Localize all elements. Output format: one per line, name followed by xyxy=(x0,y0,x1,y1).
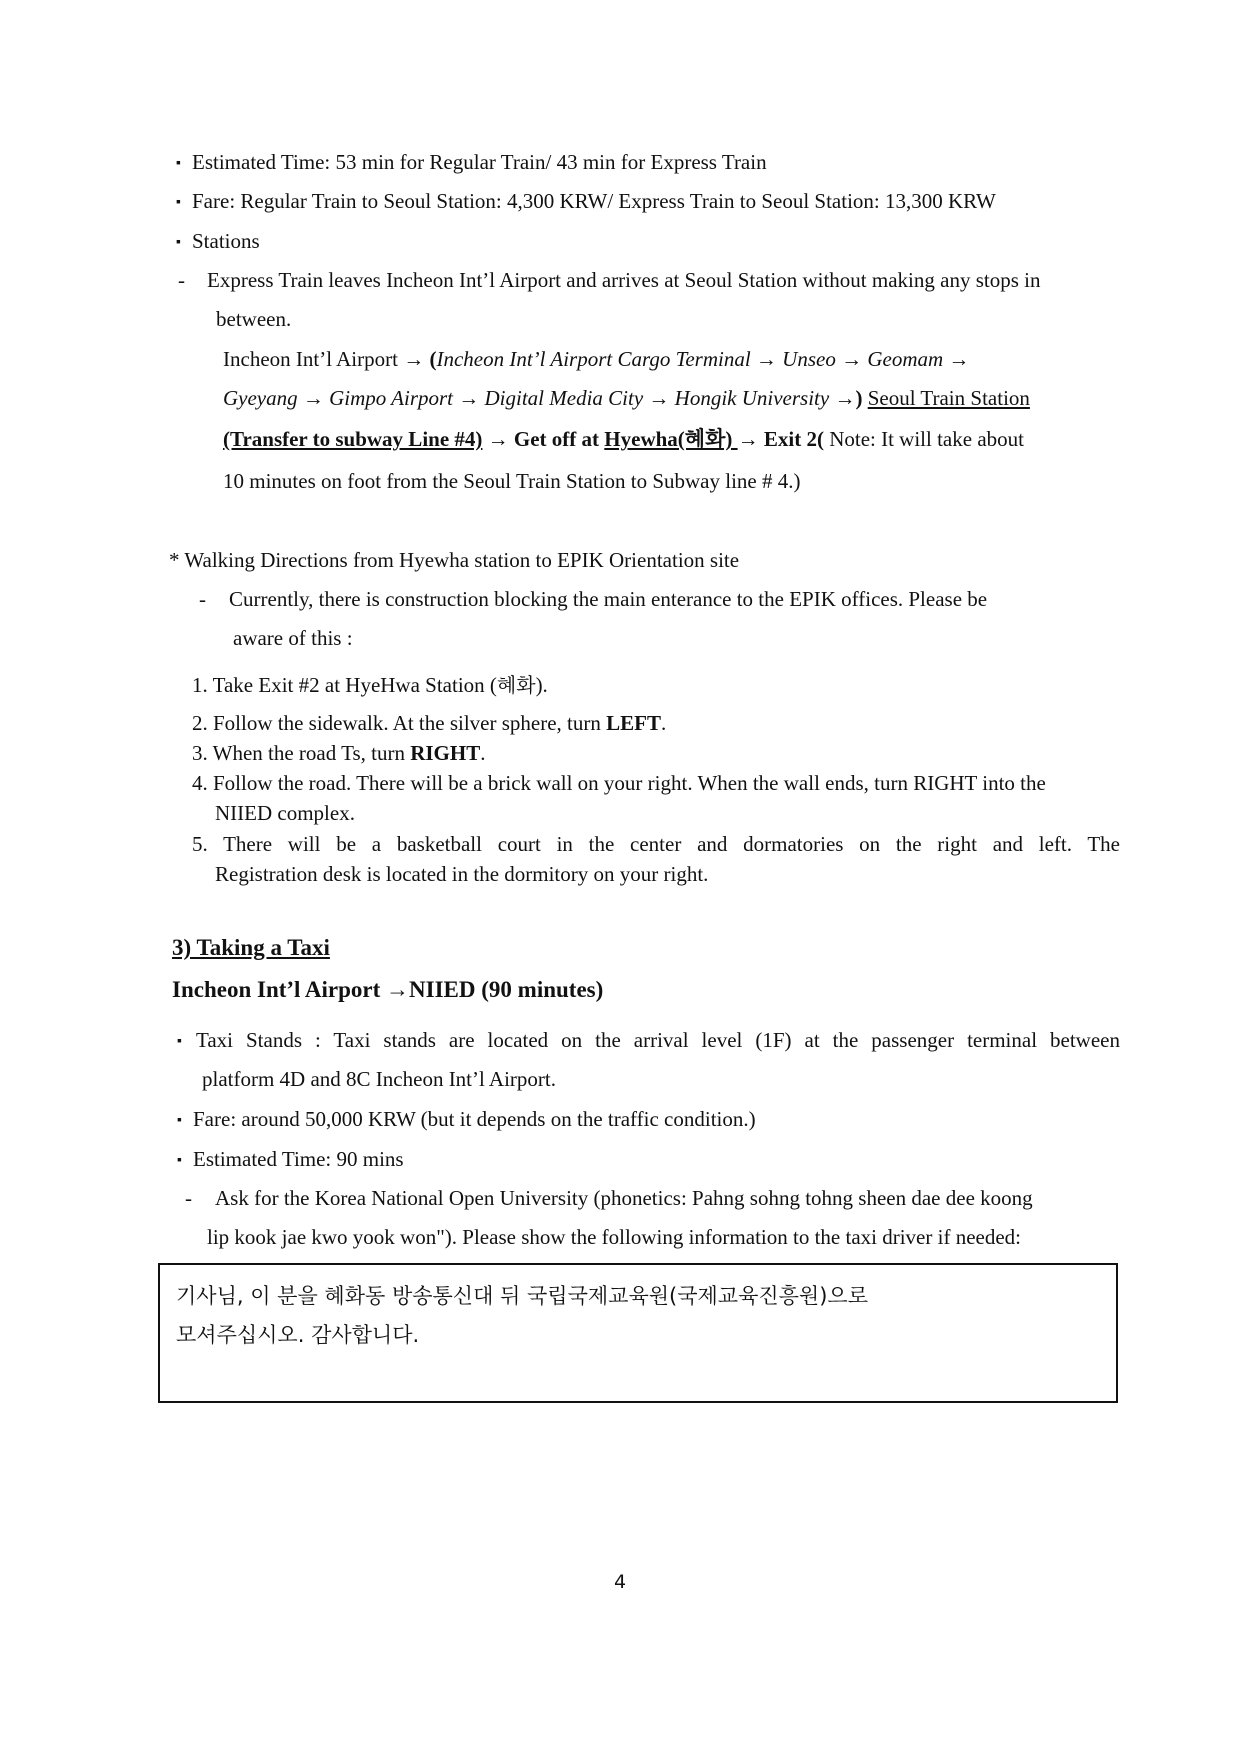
walking-dash: - xyxy=(199,587,206,611)
exit-text: → Exit 2( xyxy=(737,427,824,451)
taxi-time: Estimated Time: 90 mins xyxy=(193,1147,404,1171)
route-stops-1: Incheon Int’l Airport Cargo Terminal → Unseo → Geomam → xyxy=(436,347,970,371)
route-stops-2: Gyeyang → Gimpo Airport → Digital Media City → Hongik University → xyxy=(223,386,856,410)
walking-notice-2: aware of this : xyxy=(233,626,353,650)
walking-heading: * Walking Directions from Hyewha station to EPIK Orientation site xyxy=(169,548,740,572)
taxi-ask-line-2: lip kook jae kwo yook won"). Please show the following information to the taxi driver if needed: xyxy=(207,1225,1021,1249)
bullet-icon: ▪ xyxy=(177,1113,182,1128)
taxi-stands-line-2: platform 4D and 8C Incheon Int’l Airport. xyxy=(202,1067,557,1091)
step-1-pre: 1. Take Exit #2 at HyeHwa Station ( xyxy=(192,673,497,697)
step-3 xyxy=(192,743,485,764)
walking-notice-1: Currently, there is construction blocking the main enterance to the EPIK offices. Please be xyxy=(229,587,988,611)
korean-box-line-1: 기사님, 이 분을 혜화동 방송통신대 뒤 국립국제교육원(국제교육진흥원)으로 xyxy=(176,1284,868,1308)
express-line-1: Express Train leaves Incheon Int’l Airport and arrives at Seoul Station without making any stops in xyxy=(207,268,1041,292)
route-line-2 xyxy=(223,388,1030,409)
route-start: Incheon Int’l Airport → xyxy=(223,347,430,371)
seoul-station: Seoul Train Station xyxy=(867,386,1030,410)
step-2 xyxy=(192,713,666,734)
note-text-2: 10 minutes on foot from the Seoul Train Station to Subway line # 4.) xyxy=(223,469,801,493)
step-3-post: . xyxy=(480,741,486,765)
bullet-icon: ▪ xyxy=(176,195,181,210)
bullet-icon: ▪ xyxy=(177,1034,182,1049)
step-3-pre: 3. When the road Ts, turn xyxy=(192,741,411,765)
route-close-paren: ) xyxy=(855,386,863,410)
taxi-ask-line-1: Ask for the Korea National Open University (phonetics: Pahng sohng tohng sheen dae dee koong xyxy=(215,1186,1033,1210)
step-2-post: . xyxy=(660,711,667,735)
train-time: Estimated Time: 53 min for Regular Train/ 43 min for Express Train xyxy=(192,150,767,174)
stations-label: Stations xyxy=(192,229,260,253)
transfer-text: (Transfer to subway Line #4) xyxy=(223,427,483,451)
step-1 xyxy=(192,675,548,696)
bullet-icon: ▪ xyxy=(177,1153,182,1168)
route-line-3 xyxy=(223,429,1024,450)
korean-box-line-2: 모셔주십시오. 감사합니다. xyxy=(176,1323,420,1347)
taxi-fare: Fare: around 50,000 KRW (but it depends on the traffic condition.) xyxy=(193,1107,756,1131)
step-2-pre: 2. Follow the sidewalk. At the silver sphere, turn xyxy=(192,711,607,735)
step-3-bold: RIGHT xyxy=(410,741,481,765)
express-dash: - xyxy=(178,268,185,292)
step-5-line-1: 5. There will be a basketball court in the center and dormatories on the right and left. The xyxy=(192,832,1120,856)
step-1-korean: 혜화 xyxy=(496,673,536,697)
get-off-text: → Get off at xyxy=(482,427,605,451)
step-4-line-2: NIIED complex. xyxy=(215,801,355,825)
note-text-1: Note: It will take about xyxy=(823,427,1024,451)
hyewha-text: Hyewha(혜화) xyxy=(604,427,738,451)
step-5-line-2: Registration desk is located in the dormitory on your right. xyxy=(215,862,709,886)
taxi-ask-dash: - xyxy=(185,1186,192,1210)
taxi-subheading: Incheon Int’l Airport →NIIED (90 minutes) xyxy=(172,977,604,1002)
step-4-line-1: 4. Follow the road. There will be a brick wall on your right. When the wall ends, turn RIGHT into the xyxy=(192,771,1046,795)
step-1-post: ). xyxy=(535,673,548,697)
page-number: 4 xyxy=(613,1571,627,1593)
bullet-icon: ▪ xyxy=(176,156,181,171)
route-open-paren: ( xyxy=(429,347,437,371)
bullet-icon: ▪ xyxy=(176,235,181,250)
taxi-section-title: 3) Taking a Taxi xyxy=(172,935,330,960)
step-2-bold: LEFT xyxy=(606,711,661,735)
taxi-stands-line-1: Taxi Stands : Taxi stands are located on the arrival level (1F) at the passenger terminal between xyxy=(196,1028,1120,1052)
route-line-1 xyxy=(223,349,969,370)
express-line-2: between. xyxy=(216,307,292,331)
train-fare: Fare: Regular Train to Seoul Station: 4,300 KRW/ Express Train to Seoul Station: 13,300 KRW xyxy=(192,189,996,213)
